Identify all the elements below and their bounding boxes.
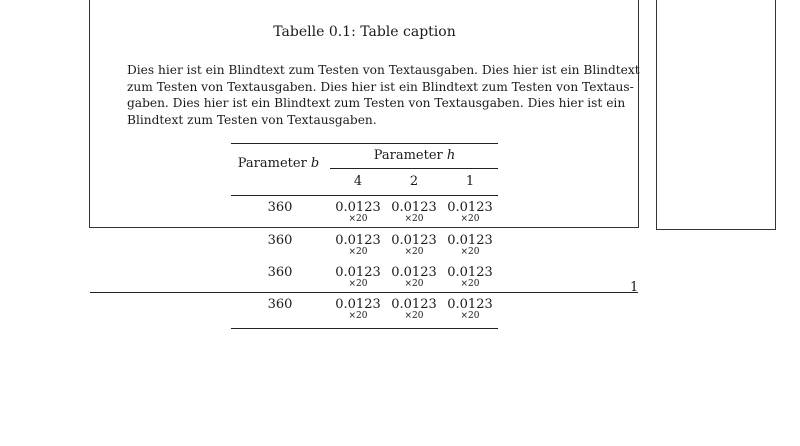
body-paragraph [127,62,640,128]
table-cell [334,266,382,289]
table-cell [334,298,382,321]
header-parameter-b [231,156,326,171]
side-frame [656,0,776,230]
row-b-value: 360 [267,265,293,280]
cell-subscript: ×20 [348,279,368,289]
cell-value: 0.0123 [447,297,493,312]
cell-subscript: ×20 [348,247,368,257]
table-cell [446,266,494,289]
paragraph-line: zum Testen von Textausgaben. Dies hier ist ein Blindtext zum Testen von Textaus- [127,79,634,94]
table-cell [390,298,438,321]
cell-subscript: ×20 [404,311,424,321]
footer-rule [90,292,638,293]
table-cell [334,201,382,224]
header-h-value: 4 [353,174,363,189]
cell-value: 0.0123 [335,200,381,215]
table-cell [390,266,438,289]
page-number: 1 [630,280,639,295]
cell-subscript: ×20 [460,311,480,321]
cell-subscript: ×20 [404,247,424,257]
cell-value: 0.0123 [447,233,493,248]
cell-subscript: ×20 [460,214,480,224]
cell-subscript: ×20 [348,214,368,224]
header-h-value: 1 [465,174,475,189]
paragraph-line: gaben. Dies hier ist ein Blindtext zum Testen von Textausgaben. Dies hier ist ein [127,96,626,110]
table-cell [390,201,438,224]
header-b-label: Parameter [237,156,307,171]
paragraph-line: Dies hier ist ein Blindtext zum Testen von Textausgaben. Dies hier ist ein Blindtext [127,63,640,77]
cell-subscript: ×20 [404,214,424,224]
row-b-value: 360 [267,297,293,312]
paragraph-line: Blindtext zum Testen von Textausgaben. [127,112,377,127]
cell-value: 0.0123 [391,233,437,248]
cell-subscript: ×20 [404,279,424,289]
cell-value: 0.0123 [447,265,493,280]
cell-value: 0.0123 [335,233,381,248]
table-cell [334,234,382,257]
table-cell [446,298,494,321]
bottom-rule [231,328,498,329]
cell-value: 0.0123 [447,200,493,215]
cell-value: 0.0123 [335,297,381,312]
cell-value: 0.0123 [391,265,437,280]
header-h-value: 2 [409,174,419,189]
header-h-label: Parameter [373,148,443,163]
group-rule [330,168,498,169]
header-parameter-h [331,148,498,163]
mid-rule [231,195,498,196]
cell-subscript: ×20 [460,247,480,257]
table-cell [390,234,438,257]
cell-value: 0.0123 [391,297,437,312]
cell-subscript: ×20 [348,311,368,321]
table-caption: Tabelle 0.1: Table caption [273,24,456,40]
header-b-var: b [310,156,320,171]
top-rule [231,143,498,144]
table-cell [446,201,494,224]
row-b-value: 360 [267,200,293,215]
cell-value: 0.0123 [391,200,437,215]
cell-value: 0.0123 [335,265,381,280]
header-h-var: h [446,148,456,163]
row-b-value: 360 [267,233,293,248]
cell-subscript: ×20 [460,279,480,289]
table-cell [446,234,494,257]
